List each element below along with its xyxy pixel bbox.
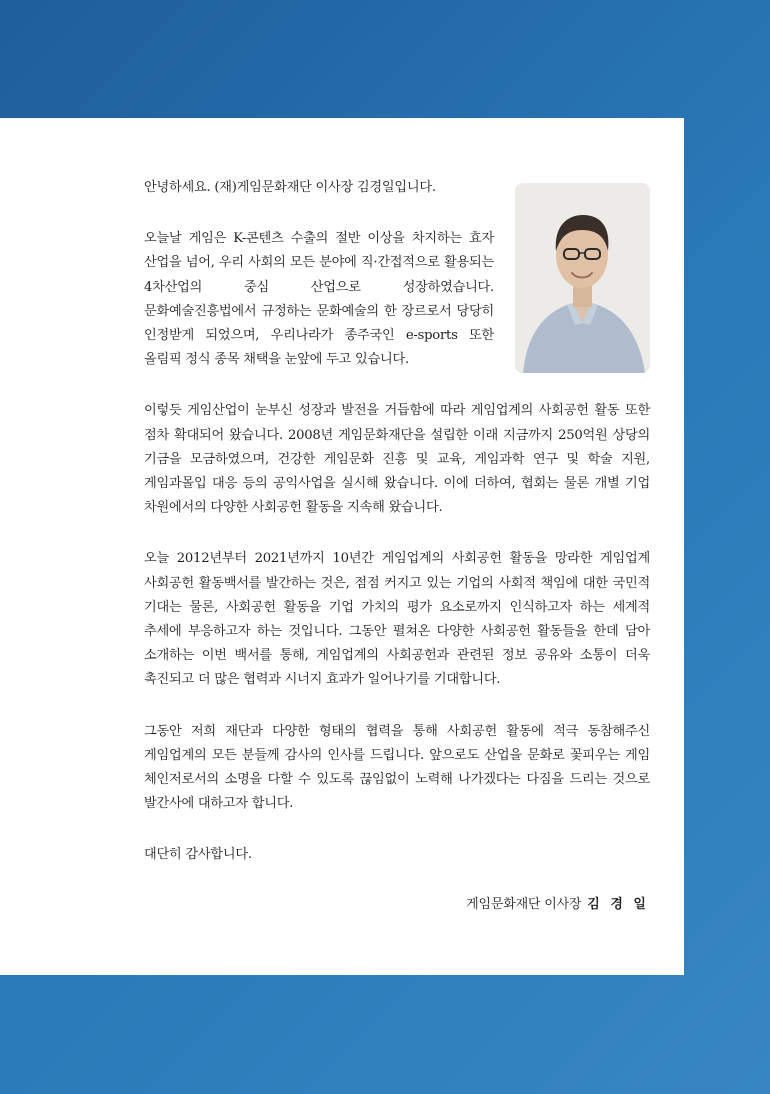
signature-name: 김 경 일 (587, 897, 649, 912)
letter-body (144, 176, 650, 868)
chairman-portrait (515, 183, 650, 373)
paragraph-1: 오늘날 게임은 K-콘텐츠 수출의 절반 이상을 차지하는 효자 산업을 넘어, 우리 사회의 모든 분야에 직·간접적으로 활용되는 4차산업의 중심 산업으로 성장하였습니다. 문화예술진흥법에서 규정하는 문화예술의 한 장르로서 당당히 인정받게 되었으며, 우리나라가 종주국인 e-sports 또한 올림픽 정식 종목 채택을 눈앞에 두고 있습니다. (144, 231, 494, 368)
paragraph-4: 그동안 저희 재단과 다양한 형태의 협력을 통해 사회공헌 활동에 적극 동참해주신 게임업계의 모든 분들께 감사의 인사를 드립니다. 앞으로도 산업을 문화로 꽃피우는 게임 체인저로서의 소명을 다할 수 있도록 끊임없이 노력해 나가겠다는 다짐을 드리는 것으로 발간사에 대하고자 합니다. (144, 723, 650, 812)
portrait-image (515, 183, 650, 373)
signature-title: 게임문화재단 이사장 (466, 897, 582, 912)
intro-section (144, 227, 650, 372)
signature (466, 893, 649, 912)
greeting: 안녕하세요. (재)게임문화재단 이사장 김경일입니다. (144, 180, 436, 195)
paragraph-3: 오늘 2012년부터 2021년까지 10년간 게임업계의 사회공헌 활동을 망라한 게임업계 사회공헌 활동백서를 발간하는 것은, 점점 커지고 있는 기업의 사회적 책임에 대한 국민적 기대는 물론, 사회공헌 활동을 기업 가치의 평가 요소로까지 인식하고자 하는 세계적 추세에 부응하고자 하는 것입니다. 그동안 펼쳐온 다양한 사회공헌 활동들을 한데 담아 소개하는 이번 백서를 통해, 게임업계의 사회공헌과 관련된 정보 공유와 소통이 더욱 촉진되고 더 많은 협력과 시너지 효과가 일어나기를 기대합니다. (144, 551, 650, 688)
closing: 대단히 감사합니다. (144, 847, 252, 863)
paragraph-2: 이렇듯 게임산업이 눈부신 성장과 발전을 거듭함에 따라 게임업계의 사회공헌 활동 또한 점차 확대되어 왔습니다. 2008년 게임문화재단을 설립한 이래 지금까지 250억원 상당의 기금을 모금하였으며, 건강한 게임문화 진흥 및 교육, 게임과학 연구 및 학술 지원, 게임과몰입 대응 등의 공익사업을 실시해 왔습니다. 이에 더하여, 협회는 물론 개별 기업 차원에서의 다양한 사회공헌 활동을 지속해 왔습니다. (144, 403, 650, 516)
